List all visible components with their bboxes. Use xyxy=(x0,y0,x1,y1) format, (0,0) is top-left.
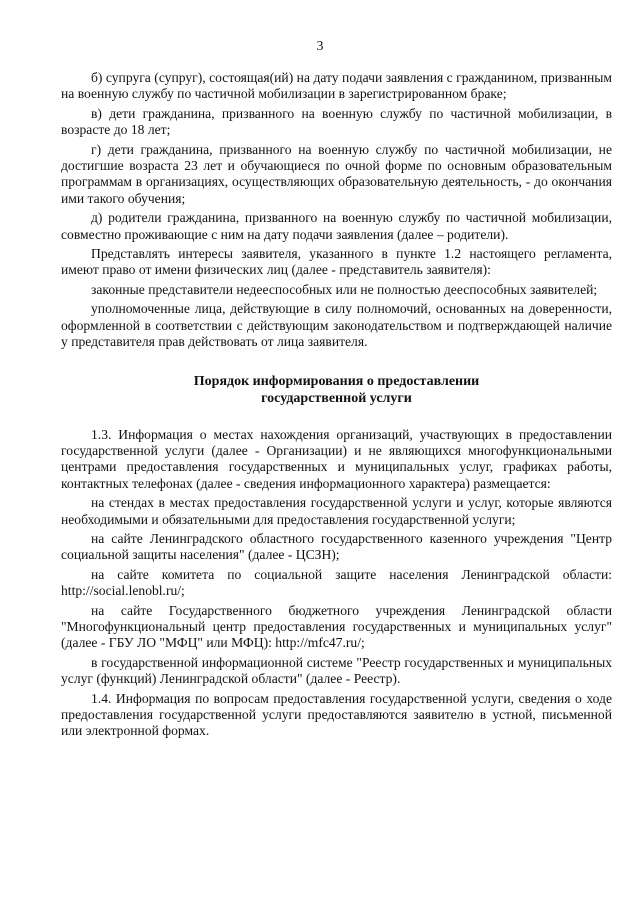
paragraph-committee-site: на сайте комитета по социальной защите населения Ленинградской области: http://social.lenobl.ru/; xyxy=(61,566,612,599)
paragraph-parents: д) родители гражданина, призванного на военную службу по частичной мобилизации, совместно проживающие с ним на дату подачи заявления (далее – родители). xyxy=(61,210,612,242)
section-heading-line-2: государственной услуги xyxy=(261,390,412,406)
paragraph-legal-representatives: законные представители недееспособных или не полностью дееспособных заявителей; xyxy=(91,281,598,297)
page-number: 3 xyxy=(316,38,324,53)
paragraph-mfc-site: на сайте Государственного бюджетного учреждения Ленинградской области "Многофункциональный центр предоставления государственных и муниципальных услуг" (далее - ГБУ ЛО "МФЦ" или МФЦ): http://mfc47.ru/; xyxy=(61,602,612,651)
paragraph-cszn-site: на сайте Ленинградского областного государственного казенного учреждения "Центр социальной защиты населения" (далее - ЦСЗН); xyxy=(61,530,612,563)
section-heading-line-1: Порядок информирования о предоставлении xyxy=(193,373,480,389)
paragraph-representatives: Представлять интересы заявителя, указанного в пункте 1.2 настоящего регламента, имеют право от имени физических лиц (далее - представитель заявителя): xyxy=(61,246,612,278)
document-body xyxy=(61,70,612,740)
paragraph-children-students: г) дети гражданина, призванного на военную службу по частичной мобилизации, не достигшие возраста 23 лет и обучающиеся по очной форме по основным образовательным программам в организациях, осуществляющих образовательную деятельность, - до окончания ими такого обучения; xyxy=(61,141,612,206)
paragraph-children-under-18: в) дети гражданина, призванного на военную службу по частичной мобилизации, в возрасте до 18 лет; xyxy=(61,105,612,138)
section-heading xyxy=(61,373,612,407)
paragraph-spouse: б) супруга (супруг), состоящая(ий) на дату подачи заявления с гражданином, призванным на военную службу по частичной мобилизации в зарегистрированном браке; xyxy=(61,70,612,102)
paragraph-1-4: 1.4. Информация по вопросам предоставления государственной услуги, сведения о ходе предоставления государственной услуги предоставляются заявителю в устной, письменной или электронной формах. xyxy=(61,690,612,739)
paragraph-registry: в государственной информационной системе "Реестр государственных и муниципальных услуг (функций) Ленинградской области" (далее - Реестр). xyxy=(61,654,612,687)
paragraph-1-3: 1.3. Информация о местах нахождения организаций, участвующих в предоставлении государственной услуги (далее - Организации) и не являющихся многофункциональными центрами предоставления государственных и муниципальных услуг, графиках работы, контактных телефонах (далее - сведения информационного характера) размещается: xyxy=(61,426,612,491)
paragraph-authorized-persons: уполномоченные лица, действующие в силу полномочий, основанных на доверенности, оформленной в соответствии с действующим законодательством и подтверждающей наличие у представителя прав действовать от лица заявителя. xyxy=(61,301,612,350)
paragraph-stands: на стендах в местах предоставления государственной услуги и услуг, которые являются необходимыми и обязательными для предоставления государственной услуги; xyxy=(61,495,612,527)
